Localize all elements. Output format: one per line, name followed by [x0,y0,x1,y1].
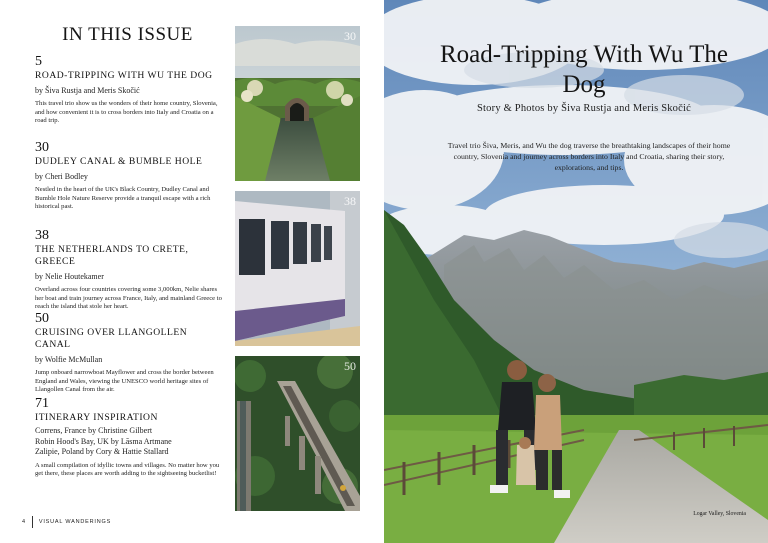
feature-opening-page [384,0,768,543]
article-description: This travel trio show us the wonders of their home country, Slovenia, and how convenient it is to cross borders into Italy and Croatia on a road trip. [35,100,218,125]
page-number: 50 [35,311,49,326]
magazine-name: VISUAL WANDERINGS [38,519,112,525]
article-heading: DUDLEY CANAL & BUMBLE HOLE [35,156,203,167]
feature-title: Road-Tripping With Wu The Dog [439,41,729,98]
thumbnail-page-number: 30 [344,29,356,43]
byline: by Šiva Rustja and Meris Skočić [35,86,140,95]
aqueduct-illustration [235,356,360,511]
article-description: Nestled in the heart of the UK's Black Country, Dudley Canal and Bumble Hole Nature Reserve provide a tranquil escape with a rich historical past. [35,186,211,211]
contributor-line: Zalipie, Poland by Cory & Hattie Stallard [35,447,169,456]
contributor-line: Correns, France by Christine Gilbert [35,426,153,435]
article-heading: ROAD-TRIPPING WITH WU THE DOG [35,70,213,81]
byline: by Cheri Bodley [35,172,88,181]
canal-tunnel-illustration [235,26,360,181]
article-description: Jump onboard narrowboat Mayflower and cross the border between England and Wales, viewing the UNESCO world heritage sites of Llangollen Canal from the air. [35,369,214,394]
toc-entry-llangollen[interactable] [35,311,225,395]
byline: by Wolfie McMullan [35,355,103,364]
toc-entry-itinerary[interactable] [35,396,225,479]
aqueduct-photo[interactable] [235,356,360,511]
feature-byline: Story & Photos by Šiva Rustja and Meris Skočić [477,103,691,114]
contributor-list [35,426,225,458]
toc-entry-netherlands-crete[interactable] [35,228,225,312]
article-heading: ITINERARY INSPIRATION [35,412,158,423]
article-heading: THE NETHERLANDS TO CRETE, GREECE [35,244,189,267]
byline: by Nelie Houtekamer [35,272,104,281]
page-footer [22,516,111,528]
article-heading: CRUISING OVER LLANGOLLEN CANAL [35,327,188,350]
contributor-line: Robin Hood's Bay, UK by Lāsma Artmane [35,436,172,446]
page-number: 38 [35,228,49,243]
thumbnail-page-number: 50 [344,359,356,373]
article-description: A small compilation of idyllic towns and villages. No matter how you get there, these places are worth adding to the sightseeing bucketlist! [35,461,220,478]
feature-standfirst: Travel trio Šiva, Meris, and Wu the dog traverse the breathtaking landscapes of their home country, Slovenia and journey across borders into Italy and Croatia, sharing their story, explorations, and tips. [447,141,731,172]
article-description: Overland across four countries covering some 3,000km, Nelie shares her boat and train journey across France, Italy, and mainland Greece to reach the island that stole her heart. [35,286,222,311]
page-number: 30 [35,140,49,155]
photo-caption: Logar Valley, Slovenia [693,511,746,517]
thumbnail-page-number: 38 [344,194,356,208]
train-photo[interactable] [235,191,360,346]
page-number: 71 [35,396,49,411]
toc-entry-road-tripping[interactable] [35,54,225,126]
toc-entry-dudley-canal[interactable] [35,140,225,212]
folio-page-number: 4 [22,519,26,525]
folio-divider [32,516,33,528]
train-illustration [235,191,360,346]
contents-heading: IN THIS ISSUE [62,24,193,45]
page-number: 5 [35,54,42,69]
canal-tunnel-photo[interactable] [235,26,360,181]
